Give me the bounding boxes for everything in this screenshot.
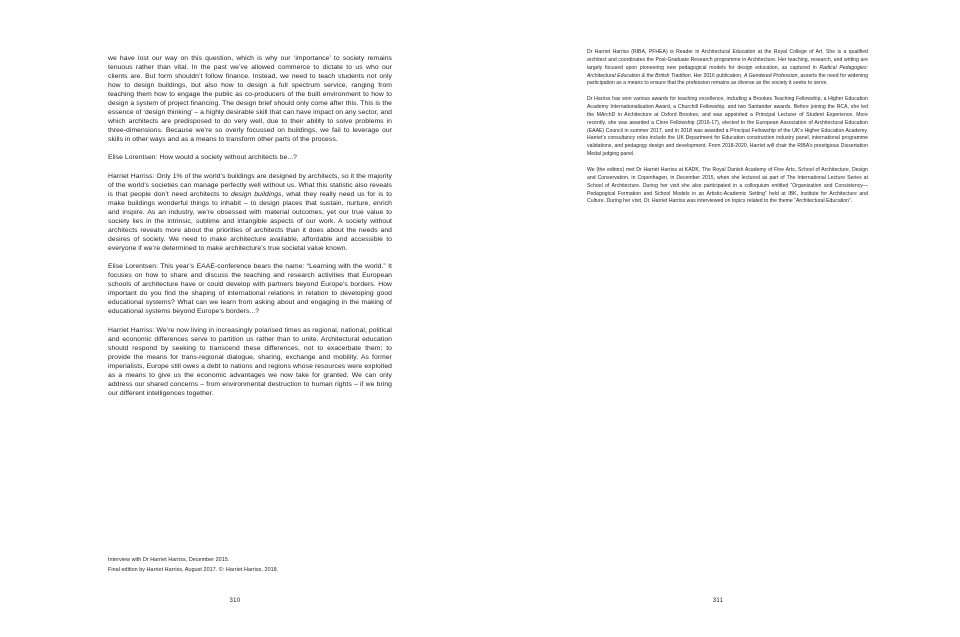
- colophon: [108, 555, 278, 575]
- page-number-right: 311: [712, 598, 724, 604]
- bio-paragraph: We (the editors) met Dr Harriet Harriss at KADK, The Royal Danish Academy of Fine Arts, School of Architecture, Design and Conservation, in Copenhagen, in December 2015, when she lectured as part of The International Lecture Series at School of Architecture. During her visit she also participated in a colloquium entitled “Organization and Consistency—Pedagogical Formation and School Models in an Artistic-Academic Setting” held at IBK, Institute for Architecture and Culture. During her visit, Dr. Harriet Harriss was interviewed on topics related to the theme “Architectural Education”.: [587, 166, 868, 205]
- bio-paragraph: Dr Harriss has won various awards for teaching excellence, including a Brookes Teaching Fellowship, a Higher Education Academy Internationalisation Award, a Churchill Fellowship, and two Santander awards. Before joining the RCA, she led the MArchD in Architecture at Oxford Brookes, and was appointed a Principal Lecturer of Student Experience. More recently, she was awarded a Clore Fellowship (2016-17), elected to the European Association of Architectural Education (EAAE) Council in summer 2017, and in 2018 was awarded a Principal Fellowship of the UK’s Higher Education Academy. Harriet’s consultancy roles include the UK Department for Education construction industry panel, international programme validations, and pedagogy design and development. From 2018-2020, Harriet will chair the RIBA’s prestigious Dissertation Medal judging panel.: [587, 96, 868, 158]
- interview-paragraph: Harriet Harriss: We’re now living in increasingly polarised times as regional, national, political and economic differences serve to partition us rather than to unite. Architectural education should respond by seeking to transcend these differences, not to exacerbate them: to provide the means for trans-regional dialogue, sharing, exchange and mobility. As former imperialists, Europe still owes a debt to nations and regions whose resources were exploited as a means to give us the economic advantages we now take for granted. We can only address our shared concerns – from environmental destruction to human rights – if we bring our different intelligences together.: [108, 327, 392, 397]
- interview-paragraph: we have lost our way on this question, which is why our ‘importance’ to society remains tenuous rather than vital. In the past we’ve allowed commerce to dictate to us who our clients are. But form shouldn’t follow finance. Instead, we need to teach students not only how to design buildings, but also how to design a full spectrum service, ranging from teaching them how to engage the public as co-producers of the built environment to how to design a system of project financing. The design brief should only come after this. This is the essence of ‘design thinking’ – a highly desirable skill that can have impact on any sector, and which architects are predisposed to do very well, due to their ability to solve problems in three-dimensions. Because we’re so overly focussed on buildings, we fail to leverage our skills in other ways and as a means to transform other parts of the process.: [108, 55, 392, 143]
- interview-text-column: [108, 54, 392, 407]
- interview-paragraph: Elise Lorentsen: How would a society without architects be...?: [108, 154, 297, 161]
- interview-paragraph: Harriet Harriss: Only 1% of the world’s buildings are designed by architects, so it the majority of the world’s societies can manage perfectly well without us. What this statistic also reveals is that people don’t need architects to design buildings, what they really need us for is to make buildings wonderful things to inhabit – to design places that sustain, nurture, enrich and inspire. As an industry, we’re obsessed with material outcomes, yet our true value to society lies in the intrinsic, sublime and intangible aspects of our work. A society without architects reveals more about the priorities of architects than it does about the needs and desires of society. We need to make architecture available, affordable and accessible to everyone if we’re determined to make architecture’s true societal value known.: [108, 173, 392, 252]
- page-number-left: 310: [229, 598, 241, 604]
- colophon-line: Final edition by Harriet Harriss, August 2017. ©: Harriet Harriss, 2018.: [108, 567, 279, 573]
- colophon-line: Interview with Dr Harriet Harriss, December 2015.: [108, 557, 230, 563]
- right-page: [480, 0, 960, 637]
- bio-text-column: [587, 49, 868, 214]
- interview-paragraph: Elise Lorentsen: This year’s EAAE-conference bears the name: “Learning with the world.” It focuses on how to share and discuss the teaching and research activities that European schools of architecture have or could develop with partners beyond Europe’s borders. How important do you find the shaping of international relations in relation to developing good educational systems? What can we learn from asking about and engaging in the making of educational systems beyond Europe’s borders...?: [108, 263, 392, 315]
- bio-paragraph: Dr Harriet Harriss (RIBA, PFHEA) is Reader in Architectural Education at the Royal College of Art. She is a qualified architect and coordinates the Post-Graduate Research programme in Architecture. Her teaching, research, and writing are largely focused upon pioneering new pedagogical models for design education, as captured in Radical Pedagogies: Architectural Education & the British Tradition. Her 2016 publication, A Gendered Profession, asserts the need for widening participation as a means to ensure that the profession remains as diverse as the society it seeks to serve.: [587, 49, 869, 87]
